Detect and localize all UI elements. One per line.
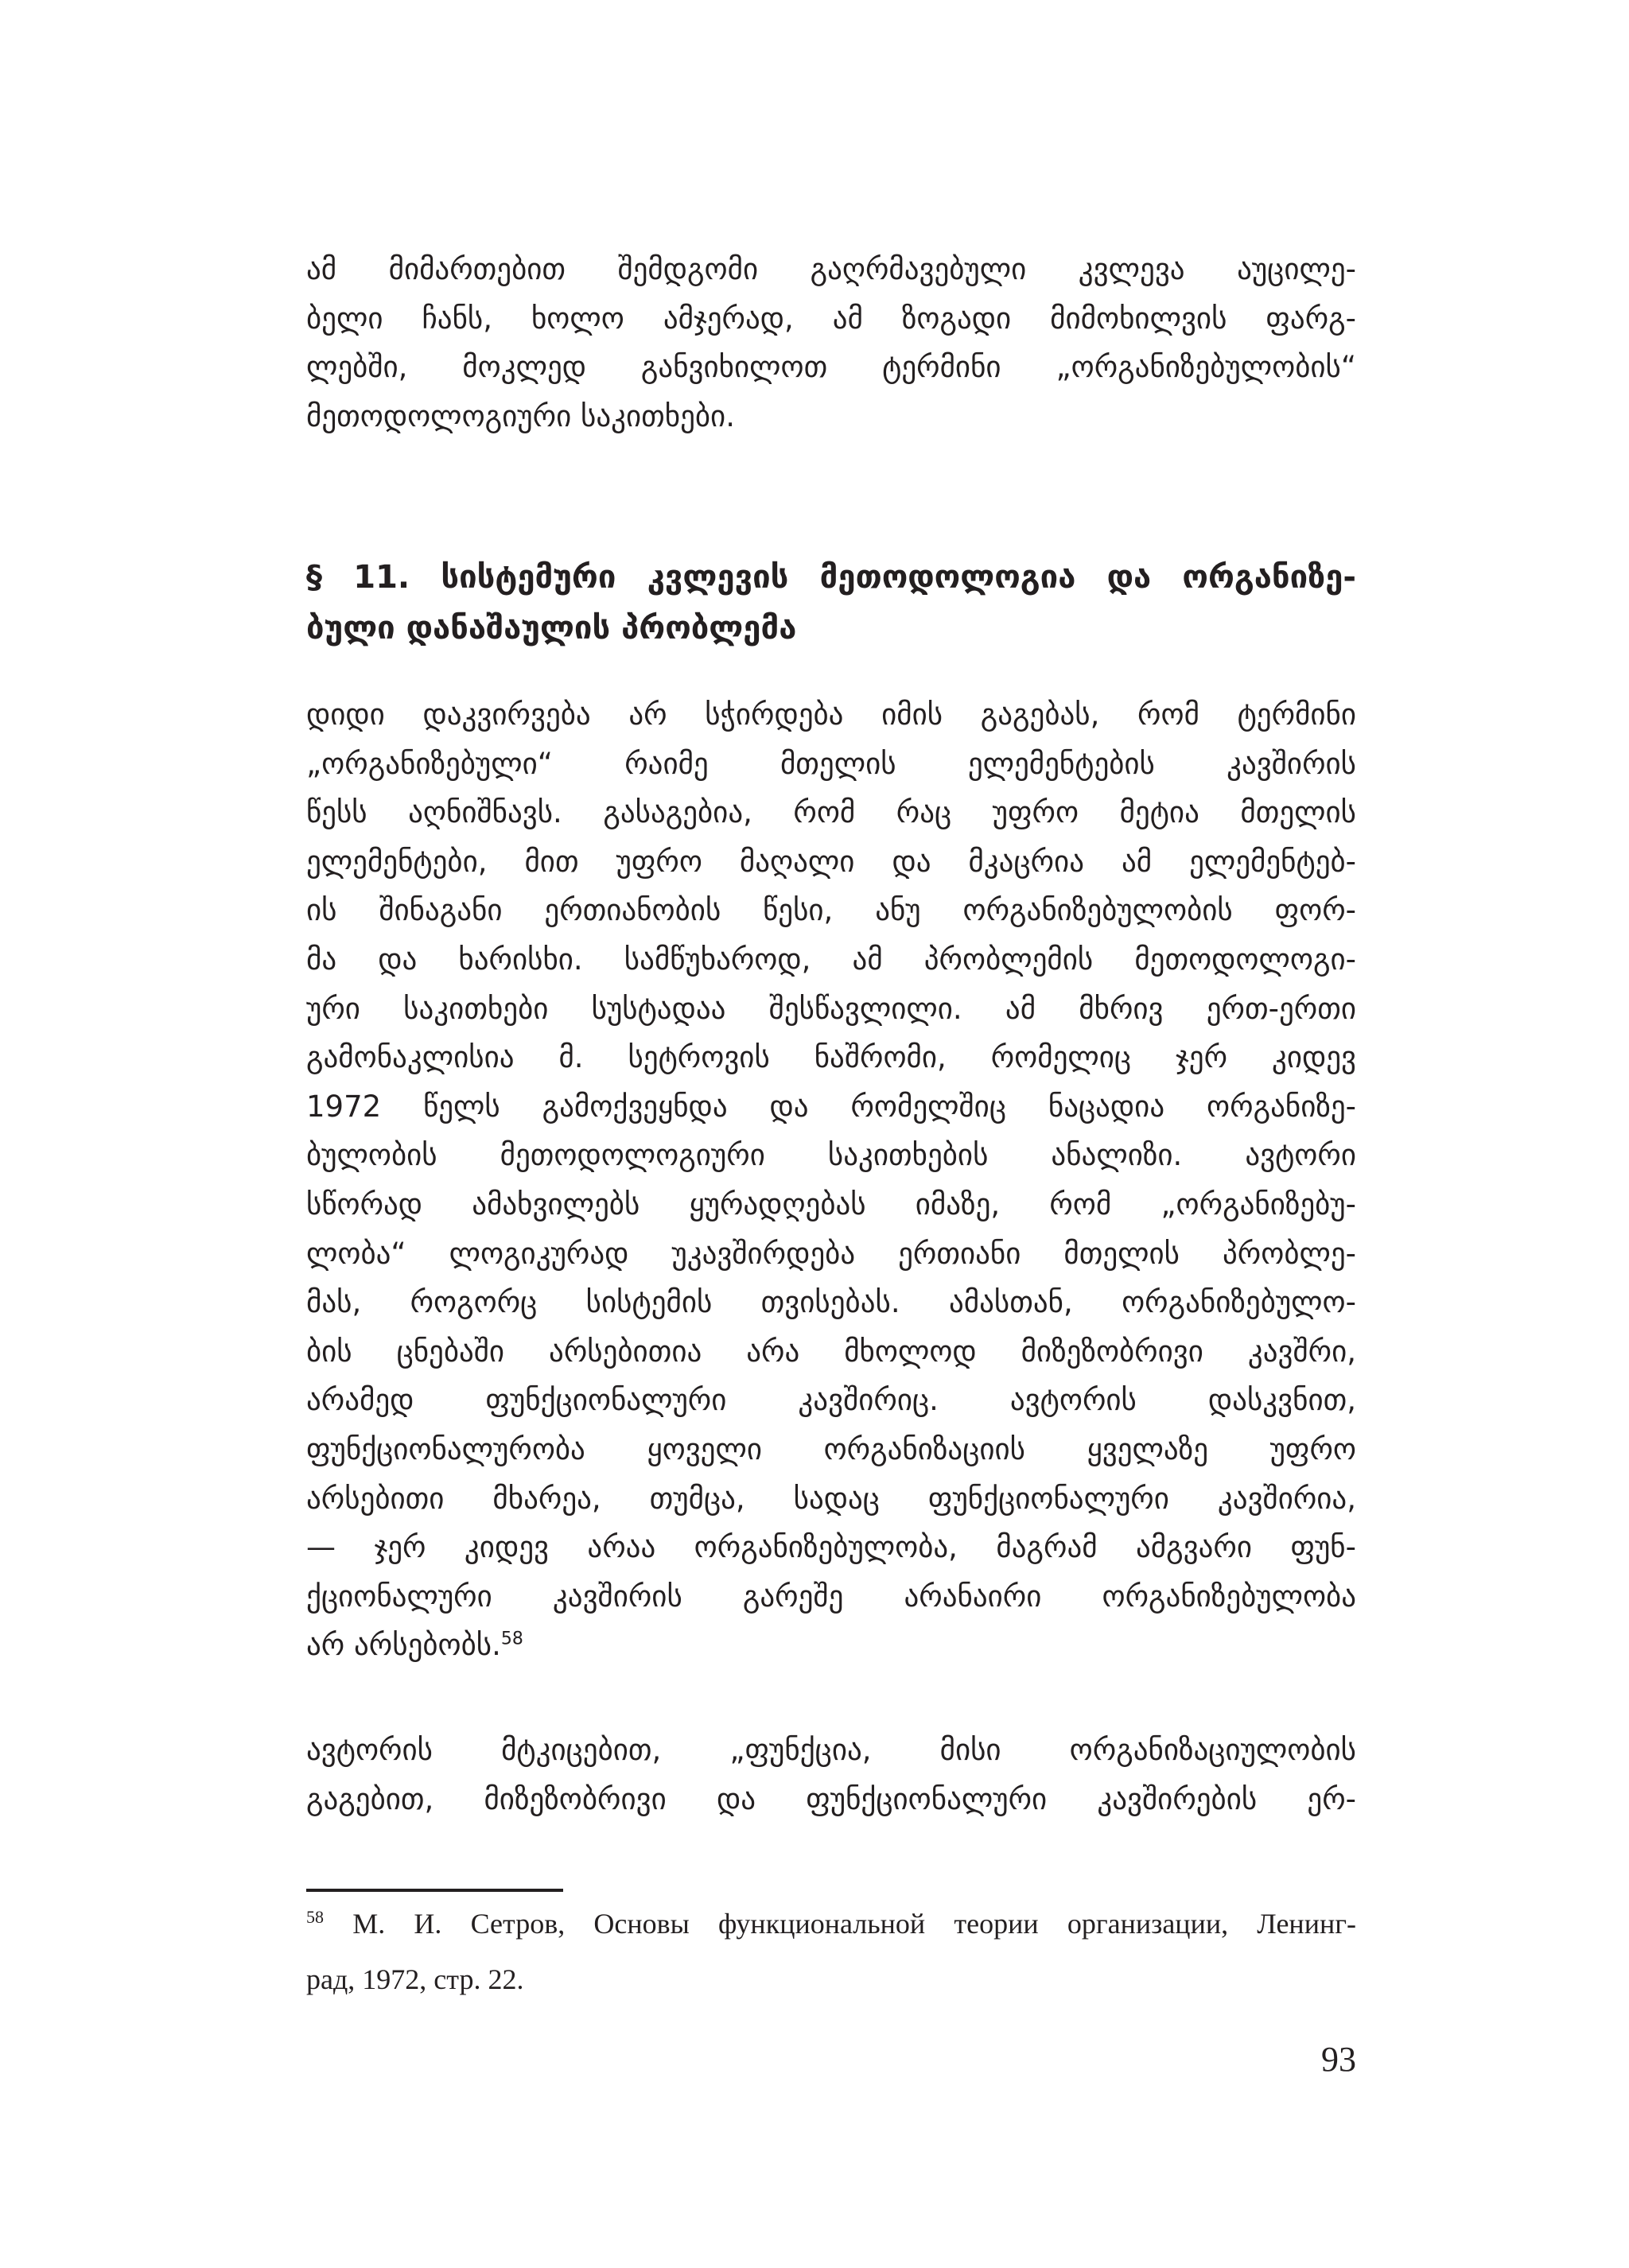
text-line: ავტორის მტკიცებით, „ფუნქცია, მისი ორგანიზაციულობის [306,1733,1356,1767]
text-line: ელემენტები, მით უფრო მაღალი და მკაცრია ამ ელემენტებ- [306,844,1356,879]
page-number: 93 [1321,2040,1356,2079]
text-line: გამონაკლისია მ. სეტროვის ნაშრომი, რომელიც ჯერ კიდევ [306,1040,1356,1075]
text-line: — ჯერ კიდევ არაა ორგანიზებულობა, მაგრამ ამგვარი ფუნ- [306,1530,1356,1565]
text-line: მას, როგორც სისტემის თვისებას. ამასთან, ორგანიზებულო- [306,1285,1356,1320]
footnote [306,1896,1356,2007]
text-line: მა და ხარისხი. სამწუხაროდ, ამ პრობლემის მეთოდოლოგი- [306,942,1356,977]
text-line: 1972 წელს გამოქვეყნდა და რომელშიც ნაცადია ორგანიზე- [306,1089,1356,1124]
footnote-line: рад, 1972, стр. 22. [306,1963,524,1995]
intro-paragraph [306,245,1356,441]
text-line-content: არ არსებობს. [306,1628,501,1663]
text-line: ური საკითხები სუსტადაა შესწავლილი. ამ მხრივ ერთ-ერთი [306,991,1356,1026]
text-line: ბულობის მეთოდოლოგიური საკითხების ანალიზი. ავტორი [306,1138,1356,1173]
text-line-last [306,1621,1356,1670]
text-line: „ორგანიზებული“ რაიმე მთელის ელემენტების კავშირის [306,746,1356,781]
text-line: არსებითი მხარეა, თუმცა, სადაც ფუნქციონალური კავშირია, [306,1481,1356,1516]
text-line: ლობა“ ლოგიკურად უკავშირდება ერთიანი მთელის პრობლე- [306,1236,1356,1271]
footnote-number: 58 [306,1907,324,1927]
section-heading [306,552,1356,654]
text-line: არამედ ფუნქციონალური კავშირიც. ავტორის დასკვნით, [306,1383,1356,1418]
text-line: სწორად ამახვილებს ყურადღებას იმაზე, რომ „ორგანიზებუ- [306,1186,1356,1221]
text-line: ქციონალური კავშირის გარეშე არანაირი ორგანიზებულობა [306,1579,1356,1614]
text-line: ბელი ჩანს, ხოლო ამჯერად, ამ ზოგადი მიმოხილვის ფარგ- [306,301,1356,336]
body-paragraph [306,1726,1356,1823]
text-line: ბის ცნებაში არსებითია არა მხოლოდ მიზეზობრივი კავშრი, [306,1334,1356,1369]
footnote-text: М. И. Сетров, Основы функциональной теории организации, Ленинг- [324,1908,1356,1940]
heading-line: § 11. სისტემური კვლევის მეთოდოლოგია და ორგანიზე- [306,559,1356,596]
heading-line: ბული დანაშაულის პრობლემა [306,610,797,647]
text-line: დიდი დაკვირვება არ სჭირდება იმის გაგებას, რომ ტერმინი [306,697,1356,732]
footnote-divider [306,1889,563,1892]
text-line: ლებში, მოკლედ განვიხილოთ ტერმინი „ორგანიზებულობის“ [306,350,1356,385]
text-line: ამ მიმართებით შემდგომი გაღრმავებული კვლევა აუცილე- [306,252,1356,286]
body-paragraph [306,690,1356,1670]
footnote-line [306,1896,1356,1951]
text-line: ფუნქციონალურობა ყოველი ორგანიზაციის ყველაზე უფრო [306,1431,1356,1466]
text-line: გაგებით, მიზეზობრივი და ფუნქციონალური კავშირების ერ- [306,1781,1356,1816]
footnote-reference[interactable]: 58 [500,1629,523,1649]
text-line: ის შინაგანი ერთიანობის წესი, ანუ ორგანიზებულობის ფორ- [306,893,1356,928]
text-line: მეთოდოლოგიური საკითხები. [306,398,735,433]
text-line: წესს აღნიშნავს. გასაგებია, რომ რაც უფრო მეტია მთელის [306,795,1356,830]
